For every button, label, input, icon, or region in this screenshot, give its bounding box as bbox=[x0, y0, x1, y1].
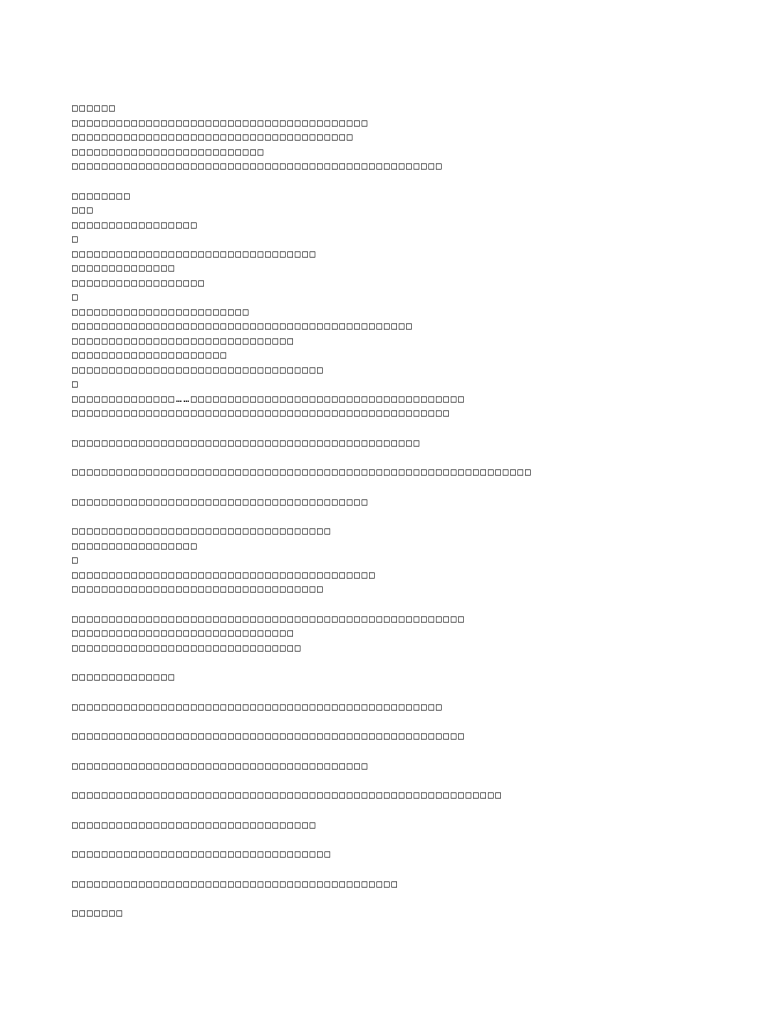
paragraph-break bbox=[72, 175, 712, 190]
text-line: □□□□□□□□□□□□□□□□□□□□□ bbox=[72, 350, 228, 361]
paragraph-break bbox=[72, 451, 712, 466]
document-body bbox=[72, 102, 712, 922]
text-line: □ bbox=[72, 234, 80, 245]
text-line: □□□□□□□□□□□□□□□□□□□□□□□□□□□□□□ bbox=[72, 335, 295, 347]
text-line: □□□□□□□□□□□□□□□□□□□□□□□□ bbox=[72, 306, 251, 318]
text-line: □□□□□□ bbox=[72, 103, 117, 114]
text-line: □□□□□□□□□□□□□□□□□□□□□□□□□□□□□□□ bbox=[72, 642, 303, 654]
text-line: □□□□□□□□□□□□□□□□□□□□□□□□□□□□□□□□□□ bbox=[72, 584, 325, 595]
text-line: □□□ bbox=[72, 205, 95, 216]
text-line: □□□□□□□□□□□□□□□□□□□□□□□□□□□□□□□□□□□□□□□□ bbox=[72, 496, 370, 508]
paragraph-break bbox=[72, 804, 712, 819]
text-line: □□□□□□□□□□□□□□□□□□□□□□□□□□□□□□□□□□□□□□□□□ bbox=[72, 569, 377, 581]
text-line: □□□□□□□□□□□□□□□□□□□□□□□□□□□□□□□□□□□□□□ bbox=[72, 132, 355, 143]
text-line: □□□□□□□□□□□□□□□□□□□□□□□□□□□□□□□□□□□□□□□□□□□□□□ bbox=[72, 321, 414, 332]
text-line: □□□□□□□□□□□□□□□□□□□□□□□□□□□□□□□□□□□□□□□□□□□□□□□□□□□□□ bbox=[72, 613, 466, 625]
text-line: □□□□□□□□□□□□□□……□□□□□□□□□□□□□□□□□□□□□□□□□□□□□□□□□□□□□ bbox=[72, 393, 466, 405]
text-line: □□□□□□□□□□□□□□□□□□□□□□□□□□□□□□□□□□□□□□□□□□□□□□□□□□□□□□□□□□ bbox=[72, 790, 503, 801]
text-line: □□□□□□□□ bbox=[72, 190, 132, 202]
text-line: □□□□□□□□□□□□□□□□□□ bbox=[72, 277, 206, 289]
text-line: □□□□□□□□□□□□□□□□□□□□□□□□□□□□□□□□□□□□□□□□ bbox=[72, 117, 370, 129]
text-line: □□□□□□□□□□□□□□□□□□□□□□□□□□□□□□□□□□□□□□□□□□□□□□□□□□□ bbox=[72, 408, 451, 419]
text-line: □□□□□□□ bbox=[72, 908, 124, 919]
text-line: □□□□□□□□□□□□□□□□□□□□□□□□□□□□□□□□□□□□□□□□□□□□□□□ bbox=[72, 437, 422, 449]
text-line: □□□□□□□□□□□□□□□□□□□□□□□□□□□□□□□□□□□ bbox=[72, 526, 332, 537]
paragraph-break bbox=[72, 422, 712, 437]
paragraph-break bbox=[72, 686, 712, 701]
text-line: □ bbox=[72, 555, 80, 566]
text-line: □□□□□□□□□□□□□□□□□□□□□□□□□□□□□□□□□ bbox=[72, 819, 318, 831]
text-line: □□□□□□□□□□□□□□□□□□□□□□□□□□□□□□□□□□□□□□□□□□□□□□□□□□ bbox=[72, 701, 444, 713]
text-line: □□□□□□□□□□□□□□□□□□□□□□□□□□□□□□□□□□□□□□□□ bbox=[72, 760, 370, 772]
text-line: □□□□□□□□□□□□□□□□□□□□□□□□□□□□□□□□□□□ bbox=[72, 849, 332, 860]
text-line: □□□□□□□□□□□□□□ bbox=[72, 672, 176, 683]
paragraph-break bbox=[72, 892, 712, 907]
text-line: □□□□□□□□□□□□□□ bbox=[72, 263, 176, 274]
text-line: □ bbox=[72, 379, 80, 390]
paragraph-break bbox=[72, 745, 712, 760]
paragraph-break bbox=[72, 774, 712, 789]
text-line: □□□□□□□□□□□□□□□□□□□□□□□□□□□□□□ bbox=[72, 628, 295, 639]
text-line: □□□□□□□□□□□□□□□□□□□□□□□□□□□□□□□□□□□□□□□□□□□□□□□□□□□□□□□□□□□□□□ bbox=[72, 467, 533, 478]
paragraph-break bbox=[72, 656, 712, 671]
paragraph-break bbox=[72, 598, 712, 613]
text-line: □□□□□□□□□□□□□□□□□ bbox=[72, 219, 199, 231]
text-line: □□□□□□□□□□□□□□□□□□□□□□□□□□□□□□□□□□ bbox=[72, 364, 325, 376]
text-line: □□□□□□□□□□□□□□□□□ bbox=[72, 540, 199, 552]
paragraph-break bbox=[72, 863, 712, 878]
paragraph-break bbox=[72, 481, 712, 496]
text-line: □□□□□□□□□□□□□□□□□□□□□□□□□□□□□□□□□□□□□□□□□□□□ bbox=[72, 878, 399, 890]
text-line: □□□□□□□□□□□□□□□□□□□□□□□□□□□□□□□□□ bbox=[72, 248, 318, 260]
paragraph-break bbox=[72, 715, 712, 730]
paragraph-break bbox=[72, 833, 712, 848]
text-line: □□□□□□□□□□□□□□□□□□□□□□□□□□□□□□□□□□□□□□□□□□□□□□□□□□□□□ bbox=[72, 731, 466, 742]
text-line: □□□□□□□□□□□□□□□□□□□□□□□□□□ bbox=[72, 146, 266, 158]
text-line: □ bbox=[72, 292, 80, 303]
paragraph-break bbox=[72, 510, 712, 525]
text-line: □□□□□□□□□□□□□□□□□□□□□□□□□□□□□□□□□□□□□□□□□□□□□□□□□□ bbox=[72, 161, 444, 172]
